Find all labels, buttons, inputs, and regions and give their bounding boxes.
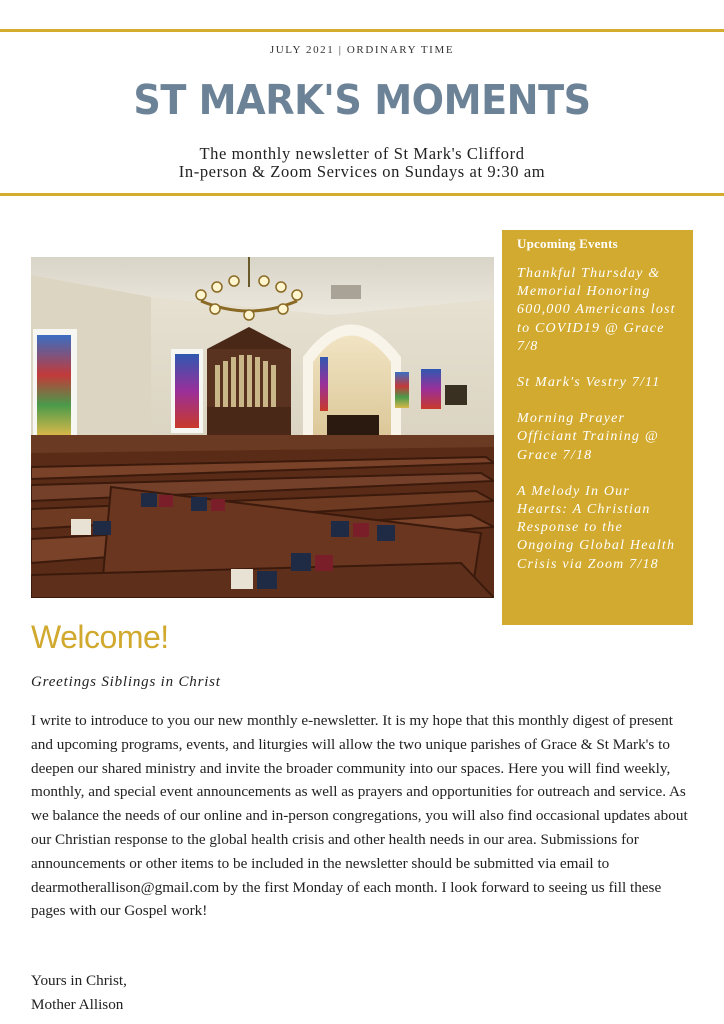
- church-interior-illustration: [31, 257, 494, 598]
- service-times-line: In-person & Zoom Services on Sundays at 9:30 am: [178, 162, 546, 181]
- subtitle-line: The monthly newsletter of St Mark's Clifford: [199, 144, 525, 163]
- welcome-heading: Welcome!: [31, 619, 169, 655]
- top-divider: [0, 29, 724, 32]
- closing-salutation: Yours in Christ,: [31, 972, 127, 989]
- event-item: Thankful Thursday & Memorial Honoring 600,000 Americans lost to COVID19 @ Grace 7/8: [517, 266, 676, 354]
- upcoming-events-title: Upcoming Events: [517, 236, 618, 251]
- header-divider: [0, 193, 724, 196]
- church-interior-photo: [31, 257, 494, 598]
- dateline: JULY 2021 | ORDINARY TIME: [269, 44, 455, 56]
- event-item: A Melody In Our Hearts: A Christian Response to the Ongoing Global Health Crisis via Zoom 7/18: [517, 483, 676, 572]
- event-item: Morning Prayer Officiant Training @ Grace 7/18: [517, 411, 659, 463]
- greeting-line: Greetings Siblings in Christ: [31, 674, 221, 690]
- upcoming-events-panel: [502, 230, 693, 625]
- event-item: St Mark's Vestry 7/11: [517, 375, 661, 391]
- newsletter-title: ST MARK'S MOMENTS: [133, 76, 591, 124]
- welcome-letter-body: I write to introduce to you our new monthly e-newsletter. It is my hope that this monthly digest of present and upcoming programs, events, and liturgies will allow the two unique parishes of Grace & St Mark's to deepen our shared ministry and invite the broader community into our spaces. Here you will find weekly, monthly, and special event announcements as well as prayers and opportunities for outreach and service. As we balance the needs of our online and in-person congregations, you will also find occasional updates about our Christian response to the global health crisis and other health needs in our area. Submissions for announcements or other items to be included in the newsletter should be submitted via email to dearmotherallison@gmail.com by the first Monday of each month. I look forward to seeing us fill these pages with our Gospel work!: [31, 712, 688, 920]
- letter-closing: [31, 969, 127, 1017]
- newsletter-subtitle: [0, 145, 724, 181]
- signature-name: Mother Allison: [31, 996, 124, 1013]
